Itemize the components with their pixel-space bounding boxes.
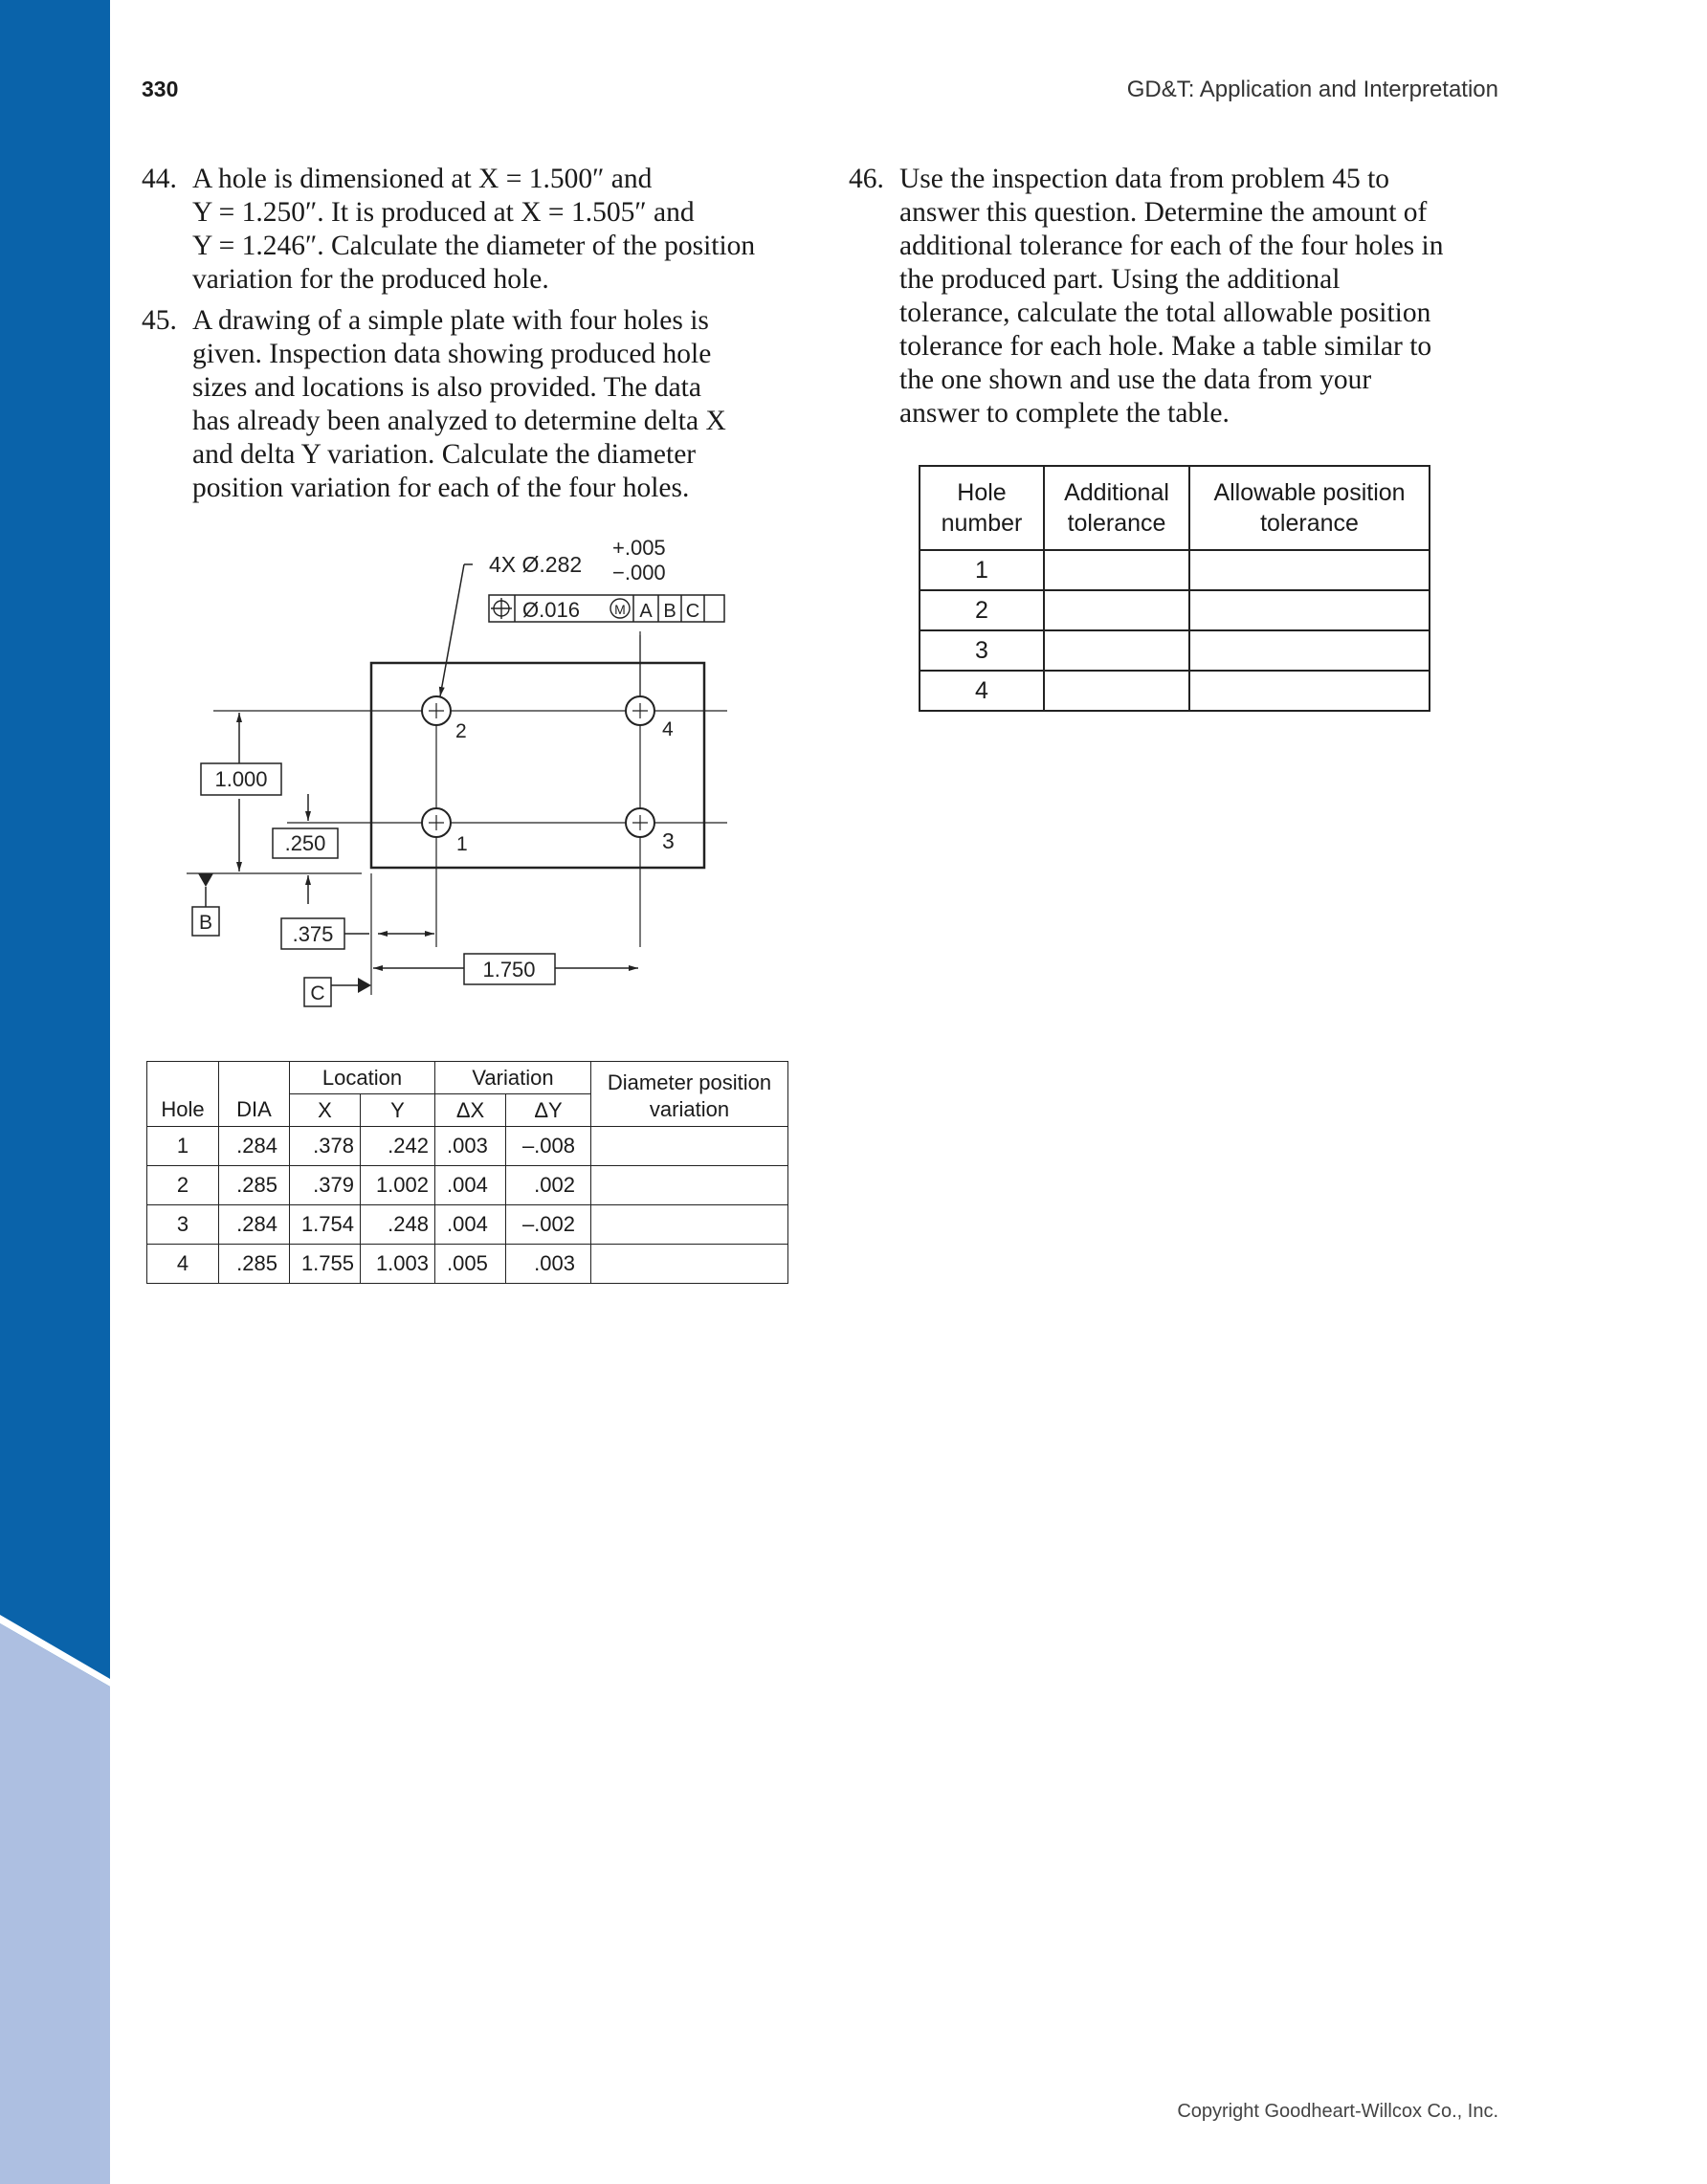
problem-line: A hole is dimensioned at X = 1.500″ and [192,164,653,194]
header-dx: ΔX [435,1094,506,1127]
inspection-table [146,1061,788,1284]
cell-dpv [591,1245,788,1284]
header-additional-tolerance: Additional tolerance [1044,466,1189,550]
plate-outline [371,663,704,868]
problem-line: and delta Y variation. Calculate the diameter [192,439,697,470]
fcf-tolerance: Ø.016 [522,598,580,622]
cell-dx: .004 [435,1166,506,1205]
cell-y: .242 [361,1127,435,1166]
cell-hole: 1 [920,550,1044,590]
cell-dia: .285 [219,1245,290,1284]
problem-line: variation for the produced hole. [192,264,549,295]
problem-line: answer to complete the table. [899,398,1230,429]
problem-line: answer this question. Determine the amount of [899,197,1428,228]
header-dy: ΔY [506,1094,591,1127]
cell-x: .379 [290,1166,361,1205]
hole-label-3: 3 [662,828,675,853]
cell-x: .378 [290,1127,361,1166]
hole-label-1: 1 [456,833,468,855]
cell-dy: .002 [506,1166,591,1205]
answer-table [919,465,1430,712]
copyright: Copyright Goodheart-Willcox Co., Inc. [1177,2101,1498,2122]
cell-dia: .285 [219,1166,290,1205]
cell-dpv [591,1205,788,1245]
header-location: Location [290,1062,435,1094]
running-head: GD&T: Application and Interpretation [1126,77,1498,102]
header-x: X [290,1094,361,1127]
fcf-modifier: M [614,602,626,617]
cell-allowable [1189,550,1430,590]
cell-dx: .003 [435,1127,506,1166]
cell-allowable [1189,590,1430,630]
problem-line: Y = 1.250″. It is produced at X = 1.505″ and [192,197,695,228]
cell-y: 1.002 [361,1166,435,1205]
problem-line: has already been analyzed to determine delta X [192,406,726,436]
cell-dy: –.008 [506,1127,591,1166]
header-allowable-position: Allowable position tolerance [1189,466,1430,550]
problem-line: the one shown and use the data from your [899,364,1372,395]
fcf-datum-a: A [639,601,653,622]
svg-text:C: C [310,982,325,1004]
tol-plus: +.005 [612,536,666,560]
problem-line: additional tolerance for each of the four holes in [899,231,1444,261]
table-row [920,671,1430,711]
problem-number: 45. [142,305,177,336]
hole-label-4: 4 [662,718,674,740]
problem-line: given. Inspection data showing produced hole [192,339,712,369]
problem-line: tolerance for each hole. Make a table similar to [899,331,1432,362]
cell-hole: 4 [920,671,1044,711]
header-variation: Variation [435,1062,591,1094]
cell-y: .248 [361,1205,435,1245]
fcf-datum-b: B [663,601,676,622]
cell-hole: 2 [920,590,1044,630]
problem-number: 44. [142,164,177,194]
header-dia: DIA [219,1062,290,1127]
cell-hole: 1 [147,1127,219,1166]
cell-dx: .005 [435,1245,506,1284]
cell-x: 1.755 [290,1245,361,1284]
problem-text [899,163,1443,430]
table-row [920,590,1430,630]
header-hole-number: Hole number [920,466,1044,550]
datum-c-symbol [304,978,371,1006]
dim-375: .375 [292,922,334,946]
problem-line: sizes and locations is also provided. The data [192,372,701,403]
header-diameter-position: Diameter position variation [591,1062,788,1127]
table-row [920,630,1430,671]
dim-1750: 1.750 [482,958,536,982]
datum-b-symbol [192,873,219,936]
cell-dia: .284 [219,1127,290,1166]
problem-line: tolerance, calculate the total allowable position [899,298,1431,328]
hole-callout: 4X Ø.282 [489,552,583,577]
table-row [147,1127,788,1166]
table-row [147,1166,788,1205]
problem-line: A drawing of a simple plate with four holes is [192,305,709,336]
cell-y: 1.003 [361,1245,435,1284]
cell-additional [1044,630,1189,671]
fcf-datum-c: C [685,601,700,622]
dim-1000: 1.000 [214,767,268,791]
problem-line: Y = 1.246″. Calculate the diameter of the position [192,231,756,261]
hole-label-2: 2 [455,720,467,742]
cell-additional [1044,671,1189,711]
cell-dpv [591,1166,788,1205]
problem-number: 46. [849,164,884,194]
table-row [147,1205,788,1245]
header-hole: Hole [147,1062,219,1127]
problem-line: position variation for each of the four holes. [192,473,690,503]
feature-control-frame [489,595,724,622]
cell-x: 1.754 [290,1205,361,1245]
cell-hole: 2 [147,1166,219,1205]
table-row [920,550,1430,590]
cell-allowable [1189,671,1430,711]
table-row [147,1245,788,1284]
cell-additional [1044,590,1189,630]
cell-additional [1044,550,1189,590]
svg-text:B: B [198,912,213,934]
dim-250: .250 [284,831,326,855]
plate-drawing [0,0,765,1033]
cell-dy: –.002 [506,1205,591,1245]
cell-hole: 4 [147,1245,219,1284]
tol-minus: −.000 [612,561,666,585]
cell-allowable [1189,630,1430,671]
problem-line: Use the inspection data from problem 45 to [899,164,1390,194]
header-y: Y [361,1094,435,1127]
cell-dia: .284 [219,1205,290,1245]
cell-hole: 3 [920,630,1044,671]
position-icon [491,598,512,619]
cell-dy: .003 [506,1245,591,1284]
problem-line: the produced part. Using the additional [899,264,1341,295]
page-number: 330 [142,77,179,101]
cell-hole: 3 [147,1205,219,1245]
cell-dpv [591,1127,788,1166]
cell-dx: .004 [435,1205,506,1245]
